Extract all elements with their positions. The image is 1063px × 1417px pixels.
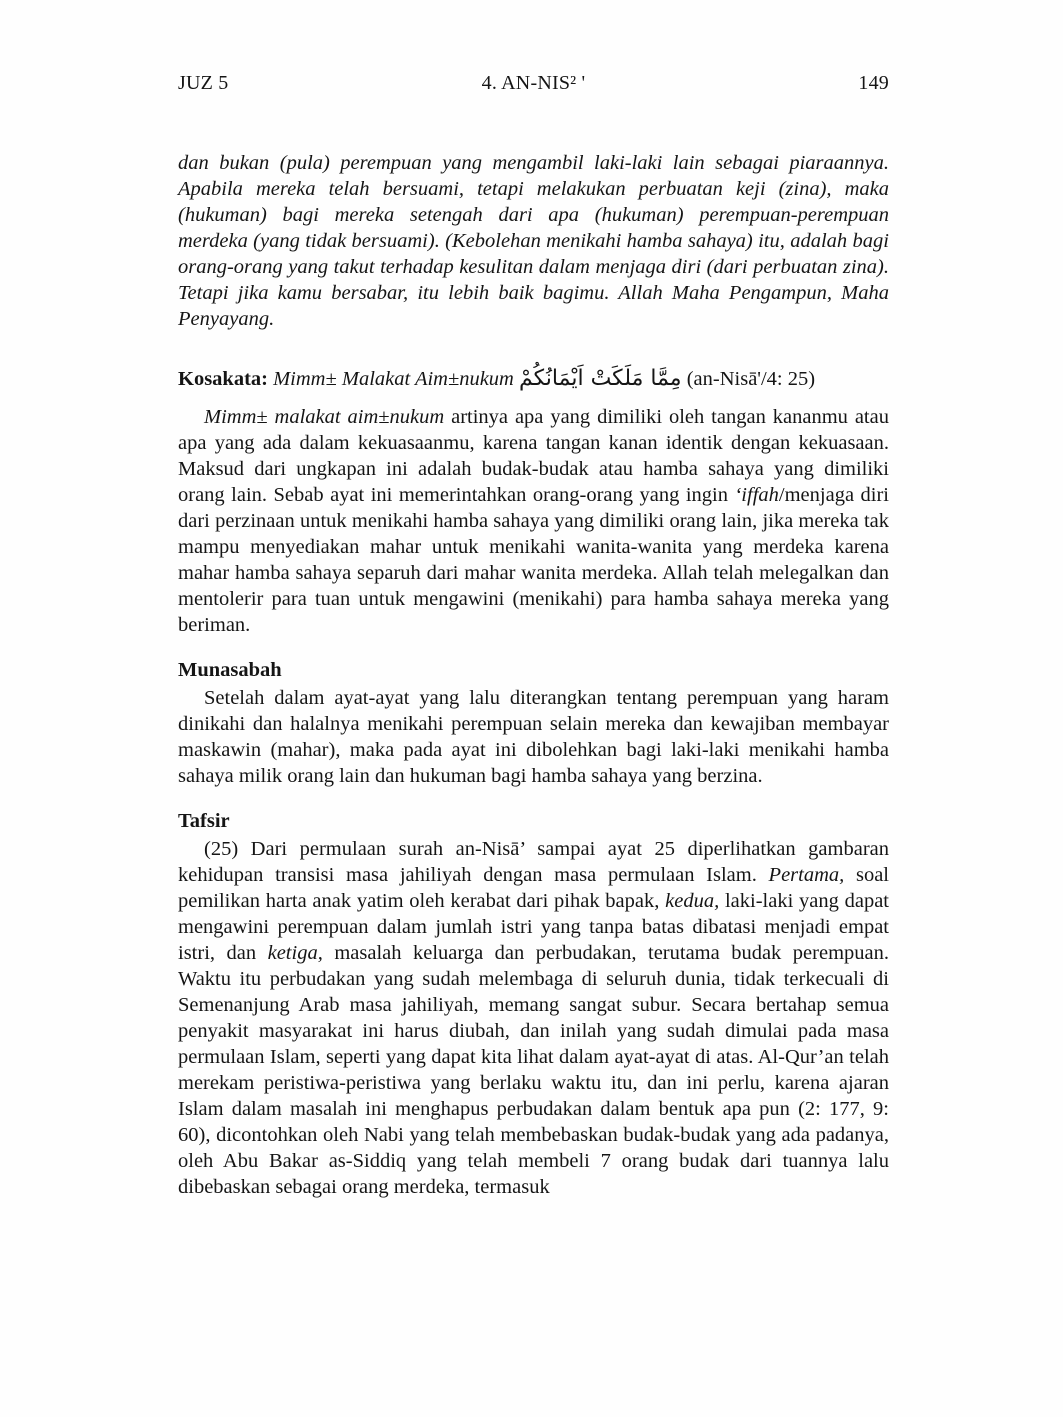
- text-segment: /menjaga diri dari perzinaan untuk menikahi hamba sahaya yang dimiliki orang lain, jika mereka tak mampu menyediakan mahar untuk menikahi wanita-wanita yang merdeka karena mahar hamba sahaya separuh dari mahar wanita merdeka. Allah telah melegalkan dan mentolerir para tuan untuk mengawini (menikahi) para hamba sahaya mereka yang beriman.: [178, 484, 889, 636]
- text-segment: ‘iffah: [734, 484, 779, 506]
- text-segment: ketiga,: [267, 942, 323, 964]
- surah-title: 4. AN-NIS² ': [481, 72, 586, 94]
- text-segment: Kosakata:: [178, 368, 274, 390]
- translation-paragraph: [178, 150, 889, 332]
- arabic-text: مِمَّا مَلَكَتْ اَيْمَانُكُمْ: [519, 366, 682, 391]
- page-body: [178, 150, 889, 1200]
- munasabah-heading: Munasabah: [178, 659, 282, 681]
- text-segment: Pertama,: [768, 864, 845, 886]
- text-segment: masalah keluarga dan perbudakan, terutama budak perempuan. Waktu itu perbudakan yang sudah melembaga di seluruh dunia, tidak terkecuali di Semenanjung Arab masa jahiliyah, memang sangat subur. Secara bertahap semua penyakit masyarakat ini harus diubah, dan inilah yang sudah dimulai pada masa permulaan Islam, seperti yang dapat kita lihat dalam ayat-ayat di atas. Al-Qur’an telah merekam peristiwa-peristiwa yang berlaku waktu itu, dan ini perlu, karena ajaran Islam dalam masalah ini menghapus perbudakan dalam bentuk apa pun (2: 177, 9: 60), dicontohkan oleh Nabi yang telah membebaskan budak-budak yang ada padanya, oleh Abu Bakar as-Siddiq yang telah membeli 7 orang budak dari tuannya lalu dibebaskan sebagai orang merdeka, termasuk: [178, 942, 889, 1198]
- text-segment: dan bukan (pula) perempuan yang mengambil laki-laki lain sebagai piaraannya. Apabila mereka telah bersuami, tetapi melakukan perbuatan keji (zina), maka (hukuman) bagi mereka setengah dari apa (hukuman) perempuan-perempuan merdeka (yang tidak bersuami). (Kebolehan menikahi hamba sahaya) itu, adalah bagi orang-orang yang takut terhadap kesulitan dalam menjaga diri (dari perbuatan zina). Tetapi jika kamu bersabar, itu lebih baik bagimu. Allah Maha Pengampun, Maha Penyayang.: [178, 152, 889, 330]
- running-header: [178, 72, 889, 95]
- text-segment: kedua,: [665, 890, 720, 912]
- text-segment: (25) Dari permulaan surah an-Nisā’ sampai ayat 25 diperlihatkan gambaran kehidupan transisi masa jahiliyah dengan masa permulaan Islam.: [178, 838, 889, 886]
- text-segment: Mimm± malakat aim±nukum: [204, 406, 445, 428]
- page-number: 149: [858, 72, 890, 94]
- tafsir-paragraph: [178, 836, 889, 1200]
- text-segment: Setelah dalam ayat-ayat yang lalu diterangkan tentang perempuan yang haram dinikahi dan halalnya menikahi perempuan selain mereka dan kewajiban membayar maskawin (mahar), maka pada ayat ini dibolehkan bagi laki-laki menikahi hamba sahaya milik orang lain dan hukuman bagi hamba sahaya yang berzina.: [178, 687, 889, 787]
- text-segment: Mimm± Malakat Aim±nukum: [273, 368, 519, 390]
- text-segment: soal pemilikan harta anak yatim oleh kerabat dari pihak bapak,: [178, 864, 889, 912]
- text-segment: laki-laki yang dapat mengawini perempuan dalam jumlah istri yang tanpa batas dibatasi menjadi empat istri, dan: [178, 890, 889, 964]
- tafsir-heading: Tafsir: [178, 810, 230, 832]
- juz-label: JUZ 5: [178, 72, 229, 94]
- kosakata-paragraph: [178, 404, 889, 638]
- text-segment: artinya apa yang dimiliki oleh tangan kananmu atau apa yang ada dalam kekuasaanmu, karena tangan kanan identik dengan kekuasaan. Maksud dari ungkapan ini adalah budak-budak atau hamba sahaya yang dimiliki orang lain. Sebab ayat ini memerintahkan orang-orang yang ingin: [178, 406, 889, 506]
- kosakata-line: [178, 359, 889, 399]
- munasabah-paragraph: [178, 685, 889, 789]
- text-segment: (an-Nisā'/4: 25): [681, 368, 816, 390]
